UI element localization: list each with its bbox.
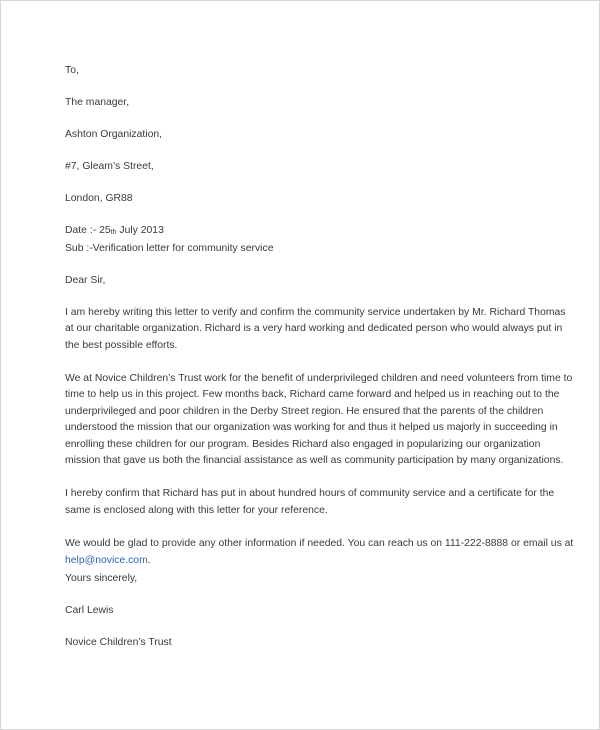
paragraph-verification: I am hereby writing this letter to verify and confirm the community service undertaken by Mr. Richard Thomas at our charitable organization. Richard is a very hard working and dedicated person who would always put in the best possible efforts. [65, 306, 566, 351]
date-prefix: Date :- 25 [65, 224, 111, 236]
date-rest: July 2013 [116, 224, 164, 236]
letter-body [65, 63, 575, 651]
letter-greeting: Dear Sir, [65, 274, 106, 286]
paragraph-confirmation: I hereby confirm that Richard has put in about hundred hours of community service and a certificate for the same is enclosed along with this letter for your reference. [65, 488, 555, 516]
letter-subject: Sub :-Verification letter for community service [65, 242, 274, 254]
signer-organization: Novice Children’s Trust [65, 636, 172, 648]
date-ordinal: th [110, 228, 117, 236]
contact-text: We would be glad to provide any other information if needed. You can reach us on 111-222-8888 or email us at [65, 538, 574, 550]
recipient-city: London, GR88 [65, 192, 133, 204]
paragraph-trust-work: We at Novice Children’s Trust work for the benefit of underprivileged children and need volunteers from time to time to help us in this project. Few months back, Richard came forward and helped us in reaching out to the underprivileged and poor children in the Derby Street region. He ensured that the parents of the children understood the mission that our organization was working for and thus it helped us majorly in succeeding in enrolling these children for our program. Besides Richard also engaged in popularizing our organization mission that gave us both the financial assistance as well as community participation by many organizations. [65, 372, 573, 466]
email-link[interactable]: help@novice.com [65, 554, 148, 566]
salutation-to: To, [65, 65, 79, 76]
letter-date [65, 223, 575, 241]
recipient-street: #7, Gleam’s Street, [65, 160, 154, 172]
recipient-title: The manager, [65, 96, 130, 108]
recipient-organization: Ashton Organization, [65, 128, 163, 140]
contact-end: . [147, 554, 151, 566]
paragraph-contact [65, 536, 575, 569]
signer-name: Carl Lewis [65, 604, 114, 616]
letter-closing: Yours sincerely, [65, 573, 138, 585]
